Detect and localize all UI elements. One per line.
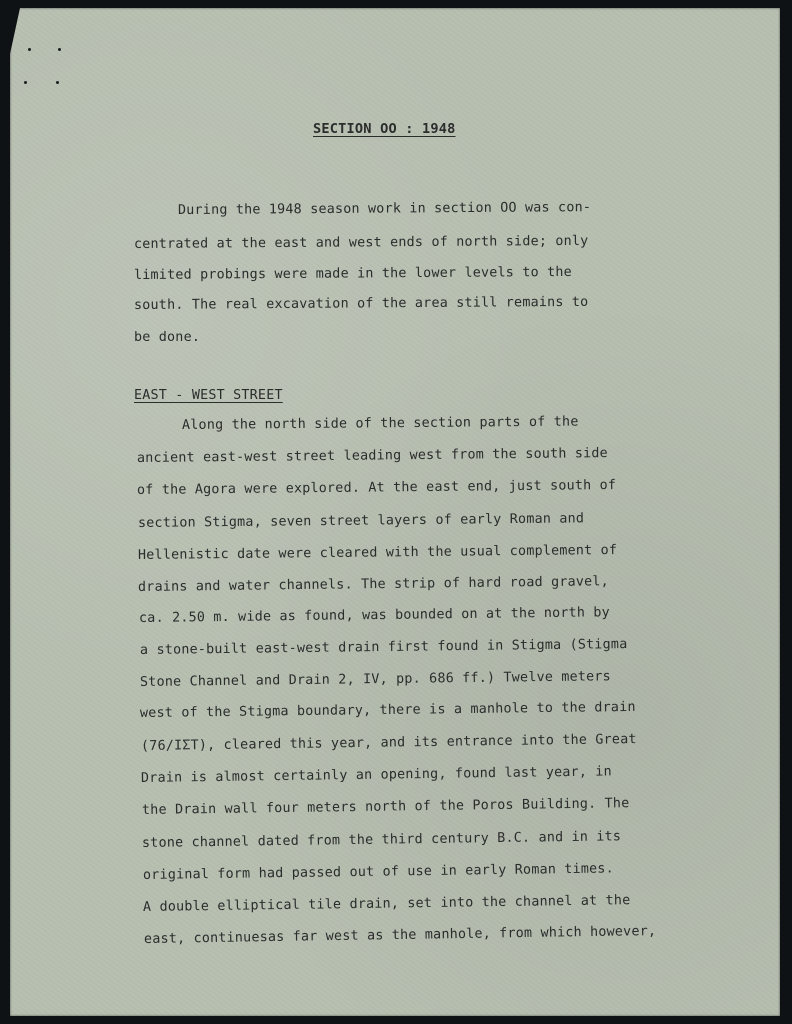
typescript-page bbox=[10, 8, 780, 1016]
punch-hole bbox=[56, 81, 59, 84]
text-line: During the 1948 season work in section OO was con- bbox=[177, 200, 592, 218]
text-line: stone channel dated from the third century B.C. and in its bbox=[141, 829, 622, 851]
text-line: Hellenistic date were cleared with the usual complement of bbox=[137, 542, 618, 563]
page-title: SECTION OO : 1948 bbox=[313, 121, 456, 137]
text-line: ca. 2.50 m. wide as found, was bounded on at the north by bbox=[138, 605, 610, 626]
section-heading: EAST - WEST STREET bbox=[134, 388, 283, 403]
text-line: (76/IΣT), cleared this year, and its entrance into the Great bbox=[140, 732, 637, 754]
text-line: Stone Channel and Drain 2, IV, pp. 686 ff.) Twelve meters bbox=[139, 669, 611, 690]
text-line: a stone-built east-west drain first found in Stigma (Stigma bbox=[139, 637, 628, 658]
text-line: ancient east-west street leading west from the south side bbox=[136, 446, 608, 466]
text-line: of the Agora were explored. At the east end, just south of bbox=[136, 477, 617, 498]
text-line: south. The real excavation of the area still remains to bbox=[133, 294, 589, 313]
text-line: the Drain wall four meters north of the Poros Building. The bbox=[141, 796, 630, 818]
text-line: east, continuesas far west as the manhole, from which however, bbox=[143, 923, 657, 947]
text-line: A double elliptical tile drain, set into the channel at the bbox=[142, 893, 631, 915]
punch-hole bbox=[28, 48, 31, 51]
text-line: drains and water channels. The strip of hard road gravel, bbox=[137, 574, 609, 595]
text-line: original form had passed out of use in early Roman times. bbox=[142, 861, 614, 883]
text-line: Drain is almost certainly an opening, found last year, in bbox=[140, 764, 612, 786]
folded-corner bbox=[10, 8, 20, 54]
text-line: Along the north side of the section parts of the bbox=[181, 414, 579, 433]
text-line: limited probings were made in the lower levels to the bbox=[133, 264, 572, 283]
text-line: section Stigma, seven street layers of early Roman and bbox=[137, 511, 585, 531]
text-line: centrated at the east and west ends of north side; only bbox=[133, 233, 589, 252]
punch-hole bbox=[24, 81, 27, 84]
text-line: be done. bbox=[134, 330, 201, 345]
punch-hole bbox=[58, 48, 61, 51]
text-line: west of the Stigma boundary, there is a manhole to the drain bbox=[139, 699, 636, 721]
